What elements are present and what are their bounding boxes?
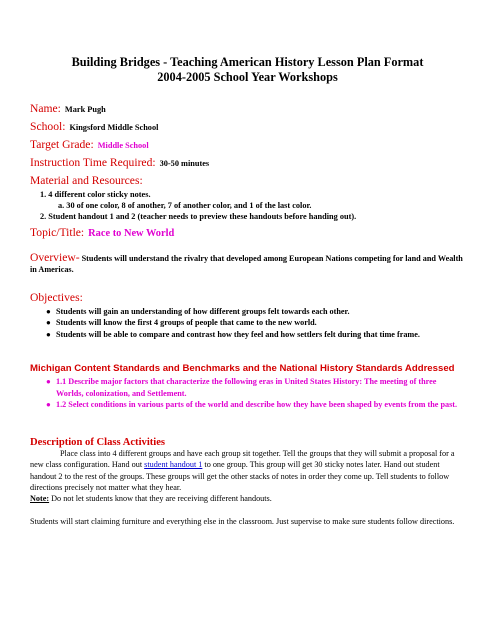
objectives-heading: Objectives:: [30, 290, 83, 304]
bullet-icon: ●: [46, 400, 51, 410]
topic-value: Race to New World: [88, 228, 175, 239]
name-label: Name:: [30, 102, 61, 115]
school-label: School:: [30, 120, 66, 133]
note-text: Do not let students know that they are receiving different handouts.: [49, 494, 272, 504]
overview-label: Overview-: [30, 251, 80, 264]
materials-row: [30, 171, 465, 189]
topic-row: [30, 223, 465, 241]
activities-paragraph-1: Place class into 4 different groups and have each group sit together. Tell the groups that they will submit a proposal for a new class configuration. Hand out student handout 1 to one group. This group will get 30 sticky notes later. Hand out student handout 2 to the rest of the groups. These groups will get the other stacks of notes in order they come up. Tell students to follow directions precisely not matter what they hear.: [30, 448, 455, 493]
bullet-icon: ●: [46, 306, 51, 316]
activities-paragraph-2: Students will start claiming furniture and everything else in the classroom. Just supervise to make sure students follow directions.: [30, 516, 455, 526]
materials-label: Material and Resources:: [30, 174, 143, 187]
materials-item-2: 2. Student handout 1 and 2 (teacher needs to preview these handouts before handing out).: [40, 212, 357, 221]
standards-heading: Michigan Content Standards and Benchmarks and the National History Standards Addressed: [30, 363, 455, 375]
grade-value: Middle School: [97, 141, 149, 150]
list-item: ● 1.1 Describe major factors that characterize the following eras in United States History: The meeting of three Worlds, colonization, and Settlement.: [46, 377, 437, 398]
time-value: 30-50 minutes: [159, 159, 210, 168]
time-row: [30, 153, 465, 171]
list-item: ● Students will gain an understanding of how different groups felt towards each other.: [46, 306, 350, 316]
school-value: Kingsford Middle School: [69, 123, 159, 132]
bullet-icon: ●: [46, 377, 51, 387]
note-label: Note:: [30, 494, 50, 504]
bullet-icon: ●: [46, 329, 51, 339]
grade-label: Target Grade:: [30, 138, 94, 151]
grade-row: [30, 135, 465, 153]
name-row: [30, 99, 465, 117]
overview-paragraph: [30, 251, 465, 276]
activities-heading: Description of Class Activities: [30, 436, 166, 448]
list-item: ● Students will know the first 4 groups of people that came to the new world.: [46, 318, 317, 328]
overview-text: Students will understand the rivalry that developed among European Nations competing for land and Wealth in Americas.: [30, 254, 463, 275]
materials-item-1: 1. 4 different color sticky notes.: [40, 190, 151, 199]
bullet-icon: ●: [46, 318, 51, 328]
document-subtitle: 2004-2005 School Year Workshops: [157, 70, 338, 84]
document-title: Building Bridges - Teaching American History Lesson Plan Format: [71, 55, 424, 69]
name-value: Mark Pugh: [64, 105, 106, 114]
standards-list: [30, 376, 465, 411]
topic-label: Topic/Title:: [30, 226, 85, 239]
list-item: ● 1.2 Select conditions in various parts of the world and describe how they have been shaped by events from the past.: [46, 400, 458, 410]
student-handout-1-link[interactable]: student handout 1: [144, 460, 203, 470]
activities-note: [30, 493, 465, 504]
school-row: [30, 117, 465, 135]
time-label: Instruction Time Required:: [30, 156, 156, 169]
list-item: ● Students will be able to compare and contrast how they feel and how settlers felt during that time frame.: [46, 329, 420, 339]
objectives-list: [30, 306, 465, 341]
materials-item-1a: a. 30 of one color, 8 of another, 7 of another color, and 1 of the last color.: [58, 201, 312, 210]
